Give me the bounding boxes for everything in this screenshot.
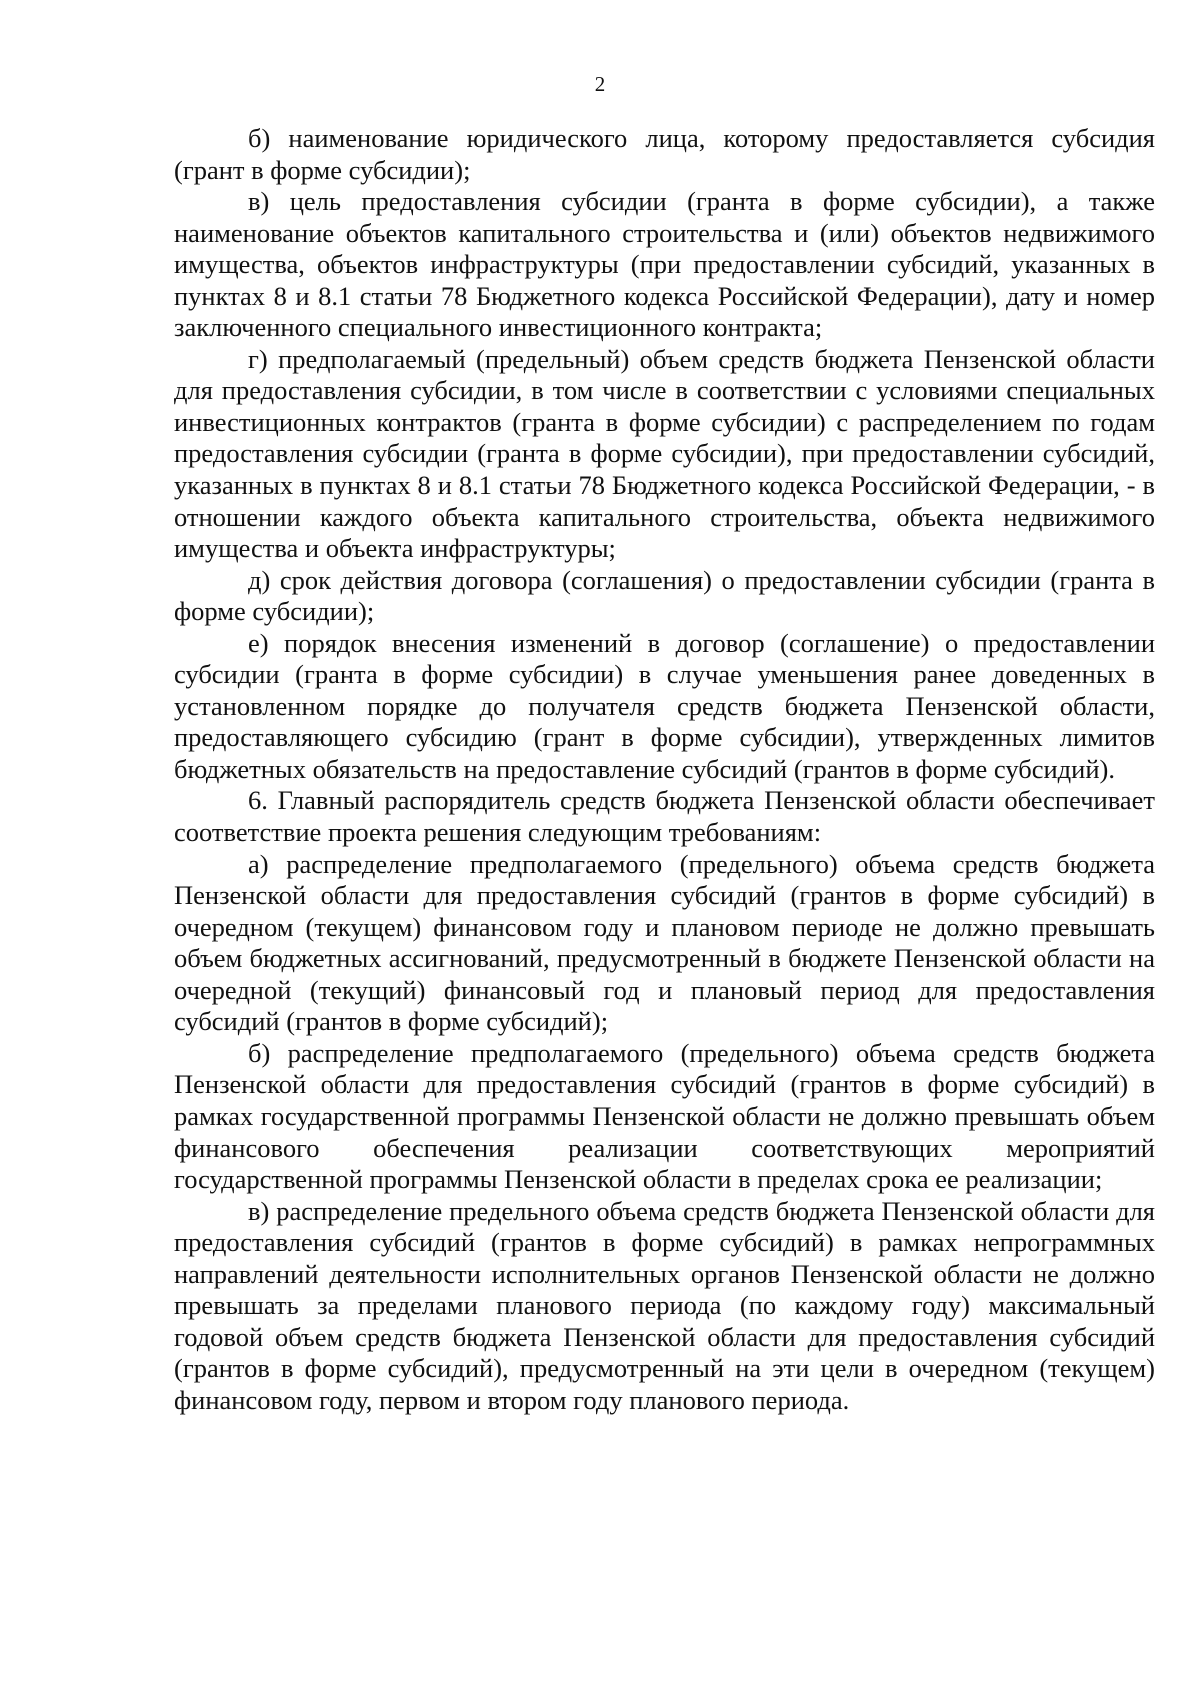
paragraph-5d-agreement-term: д) срок действия договора (соглашения) о предоставлении субсидии (гранта в форме субсидии); [174,564,1155,627]
paragraph-6b-state-program-limit: б) распределение предполагаемого (предельного) объема средств бюджета Пензенской области для предоставления субсидий (грантов в форме субсидий) в рамках государственной программы Пензенской области не должно превышать объем финансового обеспечения реализации соответствующих мероприятий государственной программы Пензенской области в пределах срока ее реализации; [174,1037,1155,1195]
document-body [174,123,1155,1416]
page-number: 2 [594,72,606,96]
paragraph-6a-distribution-limit: а) распределение предполагаемого (предельного) объема средств бюджета Пензенской области для предоставления субсидий (грантов в форме субсидий) в очередном (текущем) финансовом году и плановом периоде не должно превышать объем бюджетных ассигнований, предусмотренный в бюджете Пензенской области на очередной (текущий) финансовый год и плановый период для предоставления субсидий (грантов в форме субсидий); [174,848,1155,1037]
paragraph-5e-amendment-procedure: е) порядок внесения изменений в договор (соглашение) о предоставлении субсидии (гранта в форме субсидии) в случае уменьшения ранее доведенных в установленном порядке до получателя средств бюджета Пензенской области, предоставляющего субсидию (грант в форме субсидии), утвержденных лимитов бюджетных обязательств на предоставление субсидий (грантов в форме субсидий). [174,627,1155,784]
paragraph-5g-budget-volume: г) предполагаемый (предельный) объем средств бюджета Пензенской области для предоставления субсидии, в том числе в соответствии с условиями специальных инвестиционных контрактов (гранта в форме субсидии) с распределением по годам предоставления субсидии (гранта в форме субсидии), при предоставлении субсидий, указанных в пунктах 8 и 8.1 статьи 78 Бюджетного кодекса Российской Федерации, - в отношении каждого объекта капитального строительства, объекта недвижимого имущества и объекта инфраструктуры; [174,343,1155,564]
paragraph-6-requirements-intro: 6. Главный распорядитель средств бюджета Пензенской области обеспечивает соответствие проекта решения следующим требованиям: [174,785,1155,848]
paragraph-5v-subsidy-purpose: в) цель предоставления субсидии (гранта в форме субсидии), а также наименование объектов капитального строительства и (или) объектов недвижимого имущества, объектов инфраструктуры (при предоставлении субсидий, указанных в пунктах 8 и 8.1 статьи 78 Бюджетного кодекса Российской Федерации), дату и номер заключенного специального инвестиционного контракта; [174,186,1155,343]
paragraph-5b-recipient-name: б) наименование юридического лица, которому предоставляется субсидия (грант в форме субсидии); [174,123,1155,185]
paragraph-6v-non-program-limit: в) распределение предельного объема средств бюджета Пензенской области для предоставления субсидий (грантов в форме субсидий) в рамках непрограммных направлений деятельности исполнительных органов Пензенской области не должно превышать за пределами планового периода (по каждому году) максимальный годовой объем средств бюджета Пензенской области для предоставления субсидий (грантов в форме субсидий), предусмотренный на эти цели в очередном (текущем) финансовом году, первом и втором году планового периода. [174,1195,1155,1415]
